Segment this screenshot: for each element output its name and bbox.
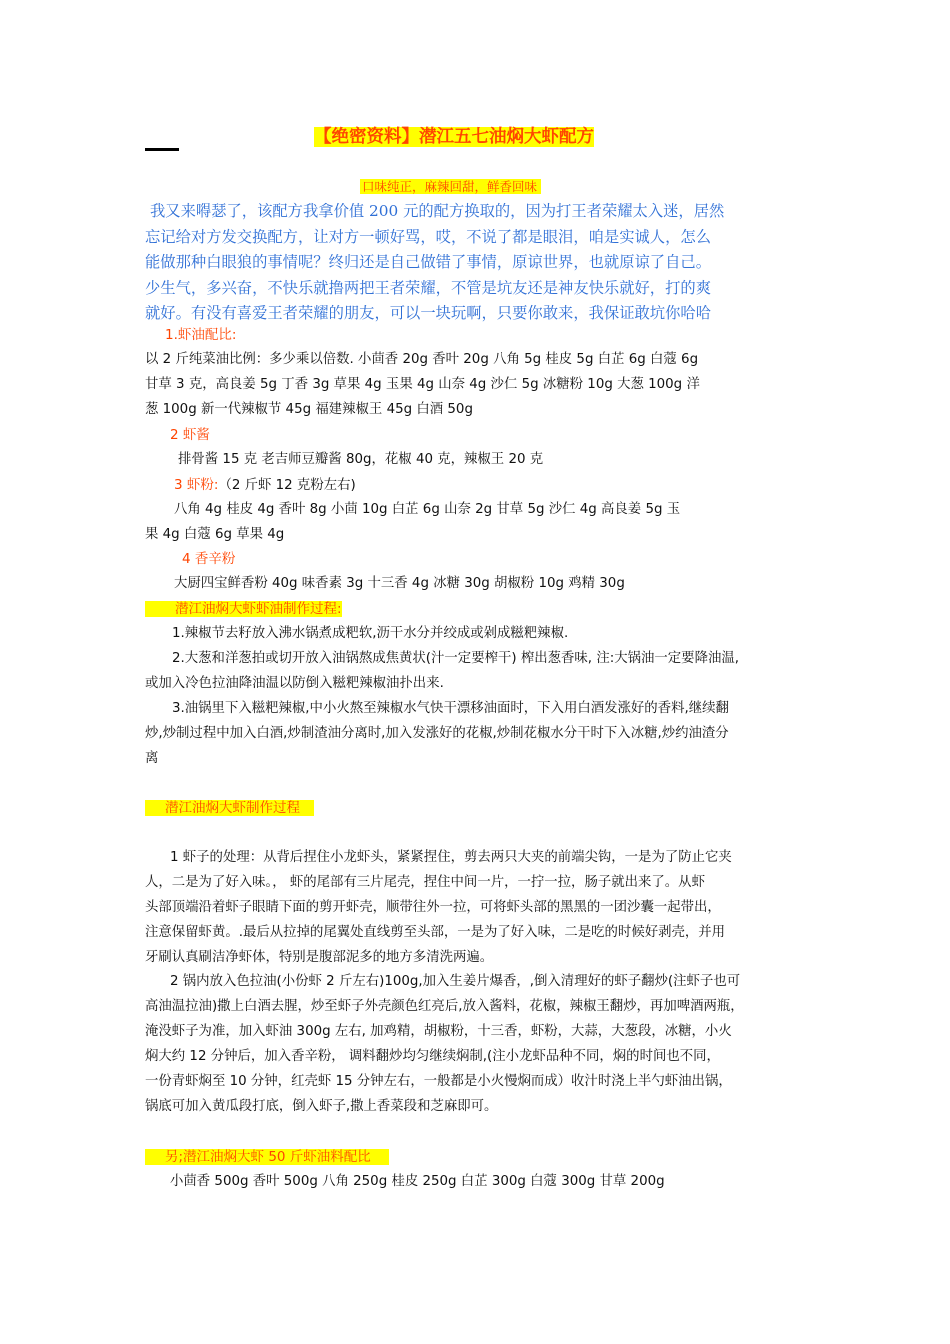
recipe-line: 果 4g 白蔻 6g 草果 4g xyxy=(145,527,285,542)
process-step: 淹没虾子为准，加入虾油 300g 左右, 加鸡精，胡椒粉，十三香，虾粉，大蒜，大葱段，冰糖，小火 xyxy=(145,1024,732,1039)
intro-line: 少生气，多兴奋，不快乐就撸两把王者荣耀，不管是坑友还是神友快乐就好，打的爽 xyxy=(145,279,711,297)
section-heading-shrimp-sauce: 2 虾酱 xyxy=(170,427,210,443)
section-heading-shrimp-oil: 1.虾油配比: xyxy=(165,327,237,343)
process-step: 或加入冷色拉油降油温以防倒入糍粑辣椒油扑出来. xyxy=(145,676,444,691)
process-step: 1 虾子的处理：从背后捏住小龙虾头，紧紧捏住，剪去两只大夹的前端尖钩，一是为了防止它夹 xyxy=(170,850,732,865)
recipe-line: 葱 100g 新一代辣椒节 45g 福建辣椒王 45g 白酒 50g xyxy=(145,402,473,417)
recipe-line: 排骨酱 15 克 老吉师豆瓣酱 80g，花椒 40 克，辣椒王 20 克 xyxy=(178,452,544,467)
intro-line: 能做那种白眼狼的事情呢？终归还是自己做错了事情，原谅世界，也就原谅了自己。 xyxy=(145,253,711,271)
section-heading-spice-powder: 4 香辛粉 xyxy=(182,551,236,567)
recipe-line: 八角 4g 桂皮 4g 香叶 8g 小茴 10g 白芷 6g 山奈 2g 甘草 5g 沙仁 4g 高良姜 5g 玉 xyxy=(174,502,681,517)
recipe-line: 大厨四宝鲜香粉 40g 味香素 3g 十三香 4g 冰糖 30g 胡椒粉 10g 鸡精 30g xyxy=(174,576,625,591)
recipe-line: 小茴香 500g 香叶 500g 八角 250g 桂皮 250g 白芷 300g 白蔻 300g 甘草 200g xyxy=(170,1174,665,1189)
process-step: 注意保留虾黄。.最后从拉掉的尾翼处直线剪至头部，一是为了好入味，二是吃的时候好剥壳，并用 xyxy=(145,925,726,940)
intro-line: 就好。有没有喜爱王者荣耀的朋友，可以一块玩啊，只要你敢来，我保证敢坑你哈哈 xyxy=(145,304,711,322)
doc-title: 【绝密资料】潜江五七油焖大虾配方 xyxy=(314,127,594,147)
process-step: 2 锅内放入色拉油(小份虾 2 斤左右)100g,加入生姜片爆香，,倒入清理好的虾子翻炒(注虾子也可 xyxy=(170,974,741,989)
doc-subtitle: 口味纯正，麻辣回甜，鲜香回味 xyxy=(360,178,541,196)
process-step: 人，二是为了好入味。， 虾的尾部有三片尾壳，捏住中间一片，一拧一拉，肠子就出来了。从虾 xyxy=(145,875,705,890)
intro-line: 忘记给对方发交换配方，让对方一顿好骂，哎，不说了都是眼泪，咱是实诚人，怎么 xyxy=(145,228,711,246)
process-step: 1.辣椒节去籽放入沸水锅煮成粑软,沥干水分并绞成或剁成糍粑辣椒. xyxy=(172,626,569,641)
recipe-line: 以 2 斤纯菜油比例：多少乘以倍数. 小茴香 20g 香叶 20g 八角 5g 桂皮 5g 白芷 6g 白蔻 6g xyxy=(145,352,699,367)
process-step: 头部顶端沿着虾子眼睛下面的剪开虾壳，顺带往外一拉，可将虾头部的黑黑的一团沙囊一起带出， xyxy=(145,900,721,915)
intro-line: 我又来嘚瑟了，该配方我拿价值 200 元的配方换取的，因为打王者荣耀太入迷，居然 xyxy=(150,202,725,220)
section-heading-oil-process: 潜江油焖大虾虾油制作过程: xyxy=(145,600,342,618)
process-step: 离 xyxy=(145,751,159,766)
process-step: 锅底可加入黄瓜段打底，倒入虾子,撒上香菜段和芝麻即可。 xyxy=(145,1099,498,1114)
process-step: 2.大葱和洋葱拍或切开放入油锅熬成焦黄状(汁一定要榨干) 榨出葱香味, 注:大锅油一定要降油温, xyxy=(172,651,739,666)
section-heading-50jin-ratio: 另;潜江油焖大虾 50 斤虾油料配比 xyxy=(145,1148,389,1166)
process-step: 3.油锅里下入糍粑辣椒,中小火熬至辣椒水气快干漂移油面时，下入用白酒发涨好的香料,继续翻 xyxy=(172,701,729,716)
decorative-rule xyxy=(145,148,179,151)
process-step: 一份青虾焖至 10 分钟，红壳虾 15 分钟左右，一般都是小火慢焖而成）收汁时浇上半勺虾油出锅， xyxy=(145,1074,732,1089)
process-step: 高油温拉油)撒上白酒去腥，炒至虾子外壳颜色红亮后,放入酱料，花椒，辣椒王翻炒，再加啤酒两瓶， xyxy=(145,999,744,1014)
recipe-line: 甘草 3 克，高良姜 5g 丁香 3g 草果 4g 玉果 4g 山奈 4g 沙仁 5g 冰糖粉 10g 大葱 100g 洋 xyxy=(145,377,700,392)
process-step: 牙刷认真刷洁净虾体，特别是腹部泥多的地方多清洗两遍。 xyxy=(145,950,494,965)
process-step: 炒,炒制过程中加入白酒,炒制渣油分离时,加入发涨好的花椒,炒制花椒水分干时下入冰糖,炒约油渣分 xyxy=(145,726,729,741)
section-heading-cooking-process: 潜江油焖大虾制作过程 xyxy=(145,799,314,817)
section-heading-shrimp-powder: 3 虾粉:（2 斤虾 12 克粉左右) xyxy=(174,477,356,493)
process-step: 焖大约 12 分钟后，加入香辛粉， 调料翻炒均匀继续焖制,(注小龙虾品种不同，焖的时间也不同， xyxy=(145,1049,720,1064)
